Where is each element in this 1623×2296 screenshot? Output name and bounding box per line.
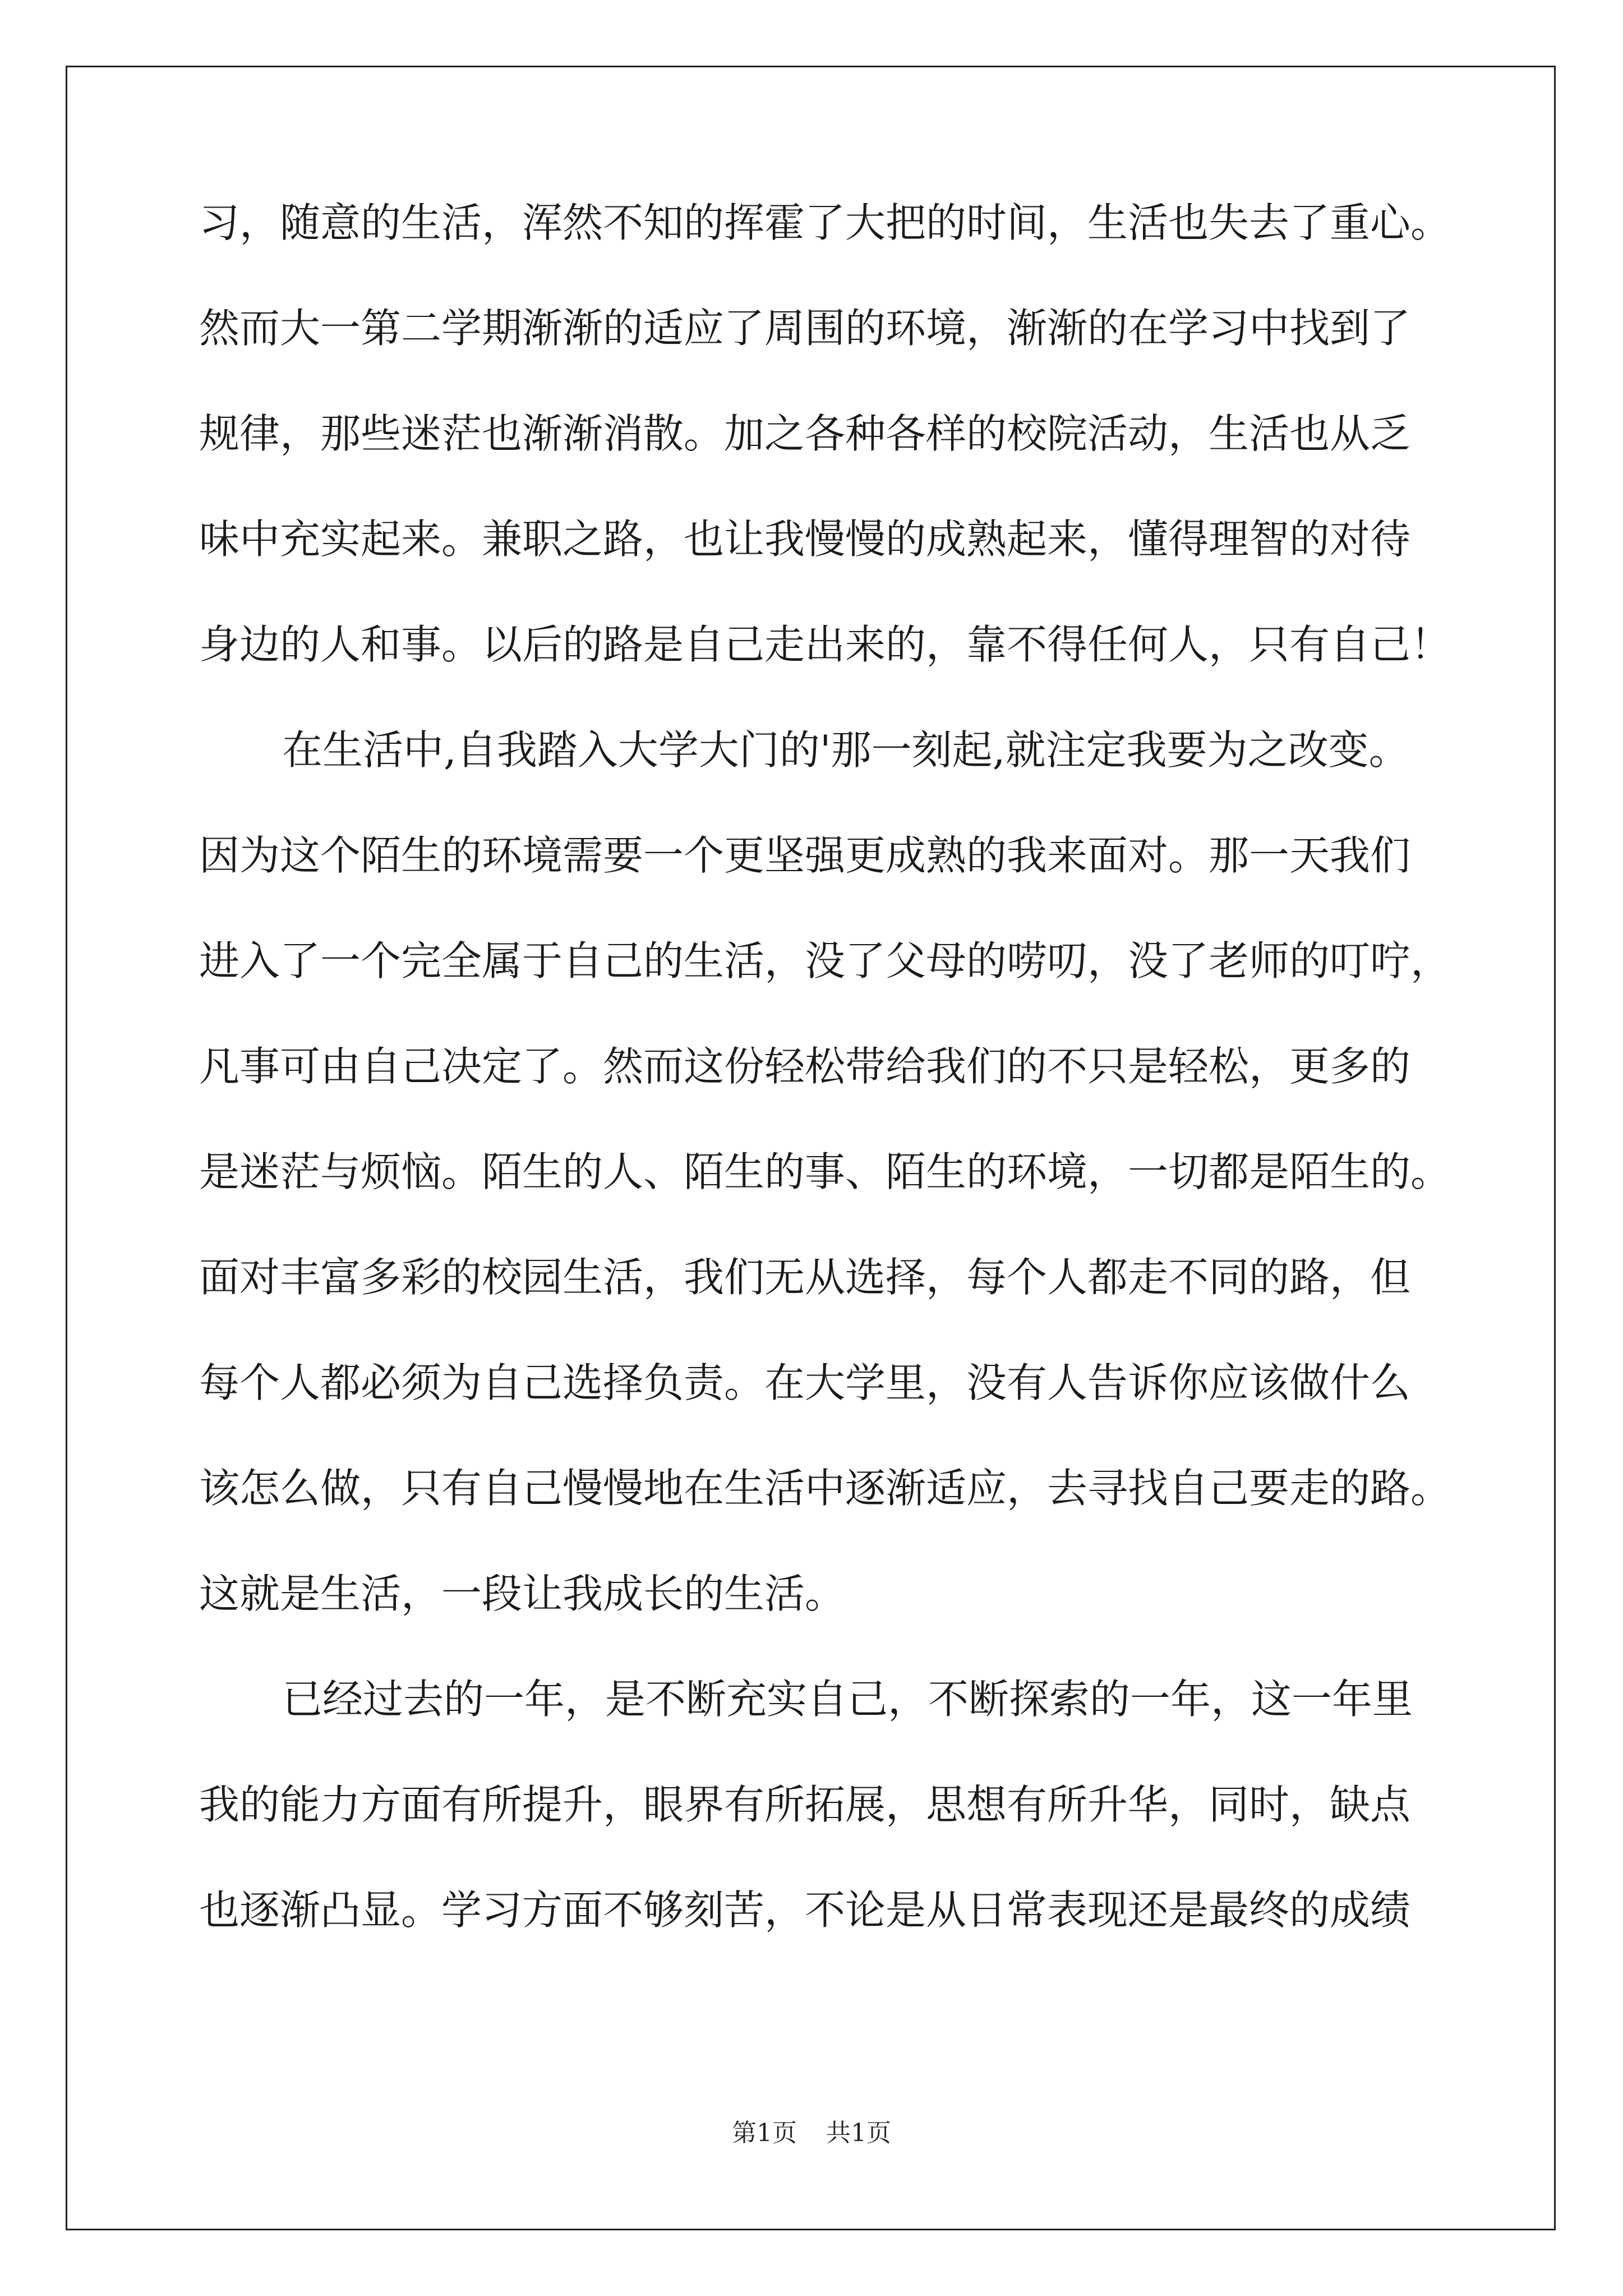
- text-line: 是迷茫与烦恼。陌生的人、陌生的事、陌生的环境，一切都是陌生的。: [199, 1148, 1451, 1195]
- paragraph-first-line: 在生活中,自我踏入大学大门的'那一刻起,就注定我要为之改变。: [282, 726, 1409, 774]
- page-total: 共1页: [826, 2119, 891, 2147]
- text-line: 凡事可由自己决定了。然而这份轻松带给我们的不只是轻松，更多的: [199, 1043, 1411, 1090]
- page-number: 第1页: [732, 2119, 797, 2147]
- paragraph-first-line: 已经过去的一年，是不断充实自己，不断探索的一年，这一年里: [282, 1676, 1413, 1723]
- text-line: 味中充实起来。兼职之路，也让我慢慢的成熟起来，懂得理智的对待: [199, 516, 1411, 563]
- text-line: 也逐渐凸显。学习方面不够刻苦，不论是从日常表现还是最终的成绩: [199, 1887, 1411, 1934]
- text-line: 面对丰富多彩的校园生活，我们无从选择，每个人都走不同的路，但: [199, 1254, 1411, 1301]
- text-line: 习，随意的生活，浑然不知的挥霍了大把的时间，生活也失去了重心。: [199, 199, 1451, 246]
- page-footer: [0, 2118, 1623, 2149]
- text-line: 该怎么做，只有自己慢慢地在生活中逐渐适应，去寻找自己要走的路。: [199, 1465, 1451, 1512]
- text-line: 每个人都必须为自己选择负责。在大学里，没有人告诉你应该做什么: [199, 1359, 1411, 1406]
- text-line: 进入了一个完全属于自己的生活，没了父母的唠叨，没了老师的叮咛，: [199, 937, 1451, 984]
- text-line: 身边的人和事。以后的路是自己走出来的，靠不得任何人，只有自己！: [199, 621, 1451, 668]
- text-line: 规律，那些迷茫也渐渐消散。加之各种各样的校院活动，生活也从乏: [199, 410, 1411, 457]
- text-line: 我的能力方面有所提升，眼界有所拓展，思想有所升华，同时，缺点: [199, 1781, 1411, 1828]
- text-line: 因为这个陌生的环境需要一个更坚强更成熟的我来面对。那一天我们: [199, 832, 1411, 879]
- text-line: 这就是生活，一段让我成长的生活。: [199, 1570, 846, 1617]
- text-line: 然而大一第二学期渐渐的适应了周围的环境，渐渐的在学习中找到了: [199, 305, 1411, 352]
